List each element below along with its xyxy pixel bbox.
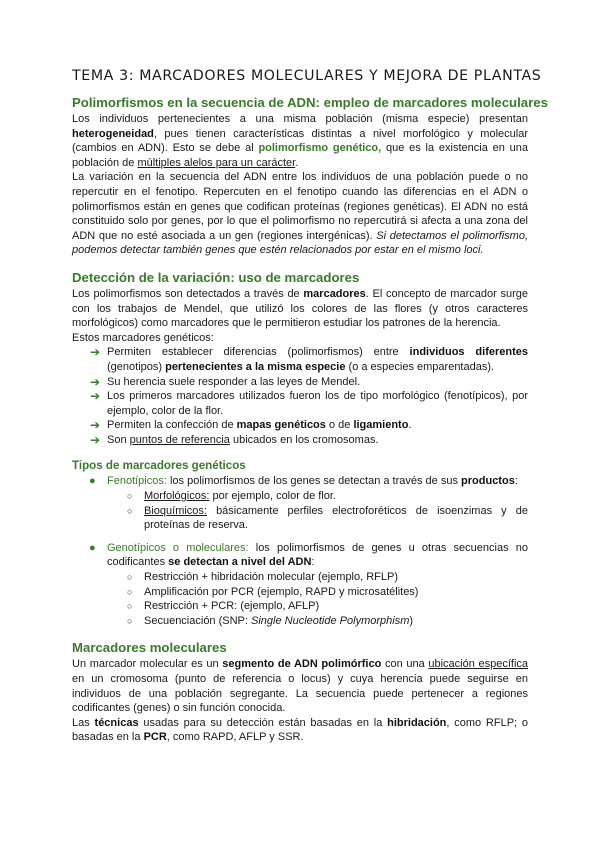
- circle-bullet-icon: ○: [127, 615, 133, 626]
- bullet-list: [72, 474, 528, 489]
- circle-bullet-icon: ○: [127, 491, 133, 502]
- arrow-icon: ➔: [90, 418, 101, 433]
- section-heading-tipos: Tipos de marcadores genéticos: [72, 459, 246, 473]
- paragraph: Las técnicas usadas para su detección están basadas en la hibridación, como RFLP; o basadas en la PCR, como RAPD, AFLP y SSR.: [72, 716, 529, 744]
- bullet-icon: ●: [89, 475, 96, 488]
- list-item: ➔ Permiten establecer diferencias (polimorfismos) entre individuos diferentes (genotipos) pertenecientes a la misma especie (o a especies emparentadas).: [90, 345, 528, 373]
- arrow-icon: ➔: [90, 389, 101, 404]
- paragraph: Los polimorfismos son detectados a través de marcadores. El concepto de marcador surge con los trabajos de Mendel, que utilizó los colores de las flores (y otros caracteres morfológicos) como marcadores que le permitieron estudiar los patrones de la herencia.: [72, 287, 528, 330]
- arrow-icon: ➔: [90, 432, 101, 447]
- section-heading-marcadores: Marcadores moleculares: [72, 640, 227, 656]
- list-item: ○ Restricción + PCR: (ejemplo, AFLP): [127, 600, 320, 613]
- bullet-list: [72, 541, 528, 570]
- circle-bullet-icon: ○: [127, 586, 133, 597]
- list-item: ● Genotípicos o moleculares: los polimorfismos de genes u otras secuencias no codificantes se detectan a nivel del ADN:: [89, 541, 529, 569]
- list-item: ➔ Los primeros marcadores utilizados fueron los de tipo morfológico (fenotípicos), por ejemplo, color de la flor.: [90, 389, 528, 417]
- circle-bullet-icon: ○: [127, 505, 133, 516]
- paragraph: Estos marcadores genéticos:: [72, 331, 214, 344]
- section-heading-deteccion: Detección de la variación: uso de marcadores: [72, 269, 360, 285]
- list-item: ○ Restricción + hibridación molecular (ejemplo, RFLP): [127, 571, 399, 584]
- sub-list: [72, 570, 528, 628]
- list-item: ➔ Son puntos de referencia ubicados en los cromosomas.: [90, 432, 379, 447]
- paragraph: Los individuos pertenecientes a una misma población (misma especie) presentan: [72, 113, 528, 125]
- document-page: [72, 68, 548, 745]
- list-item: ○ Amplificación por PCR (ejemplo, RAPD y microsatélites): [127, 585, 419, 598]
- page-title: TEMA 3: MARCADORES MOLECULARES Y MEJORA DE PLANTAS: [72, 68, 542, 84]
- list-item: ○ Morfológicos: por ejemplo, color de flor.: [127, 490, 336, 503]
- sub-list: [72, 489, 528, 533]
- list-item: ➔ Permiten la confección de mapas genéticos o de ligamiento.: [90, 418, 412, 433]
- arrow-icon: ➔: [90, 374, 101, 389]
- arrow-list: [72, 345, 528, 447]
- circle-bullet-icon: ○: [127, 601, 133, 612]
- arrow-icon: ➔: [90, 345, 101, 360]
- bullet-icon: ●: [89, 541, 96, 554]
- paragraph: Un marcador molecular es un segmento de ADN polimórfico con una ubicación específica en un cromosoma (punto de referencia o locus) y cuya herencia puede seguirse en individuos de una población segregante. La secuencia puede pertenecer a regiones codificantes (genes) o sin función conocida.: [72, 658, 529, 715]
- section-heading-polimorfismos: Polimorfismos en la secuencia de ADN: empleo de marcadores moleculares: [72, 95, 548, 110]
- list-item: ● Fenotípicos: los polimorfismos de los genes se detectan a través de sus productos:: [89, 475, 518, 488]
- list-item: ○ Secuenciación (SNP: Single Nucleotide Polymorphism): [127, 614, 414, 627]
- circle-bullet-icon: ○: [127, 572, 133, 583]
- list-item: ➔ Su herencia suele responder a las leyes de Mendel.: [90, 374, 361, 389]
- paragraph: heterogeneidad, pues tienen características distintas a nivel morfológico y molecular (cambios en ADN). Esto se debe al polimorfismo genético, que es la existencia en una población de múltiples alelos para un carácter.: [72, 127, 529, 169]
- list-item: ○ Bioquímicos: básicamente perfiles electroforéticos de isoenzimas y de proteínas de reserva.: [127, 504, 528, 532]
- paragraph: La variación en la secuencia del ADN entre los individuos de una población puede o no repercutir en el fenotipo. Repercuten en el fenotipo cuando las diferencias en el ADN o polimorfismos están en genes que codifican proteínas (regiones genéticas). El ADN no está constituido solo por genes, por lo que el polimorfismo no repercutirá si afecta a una zona del ADN que no esté asociada a un gen (regiones intergénicas). Si detectamos el polimorfismo, podemos detectar también genes que estén relacionados por estar en el mismo loci.: [72, 171, 529, 257]
